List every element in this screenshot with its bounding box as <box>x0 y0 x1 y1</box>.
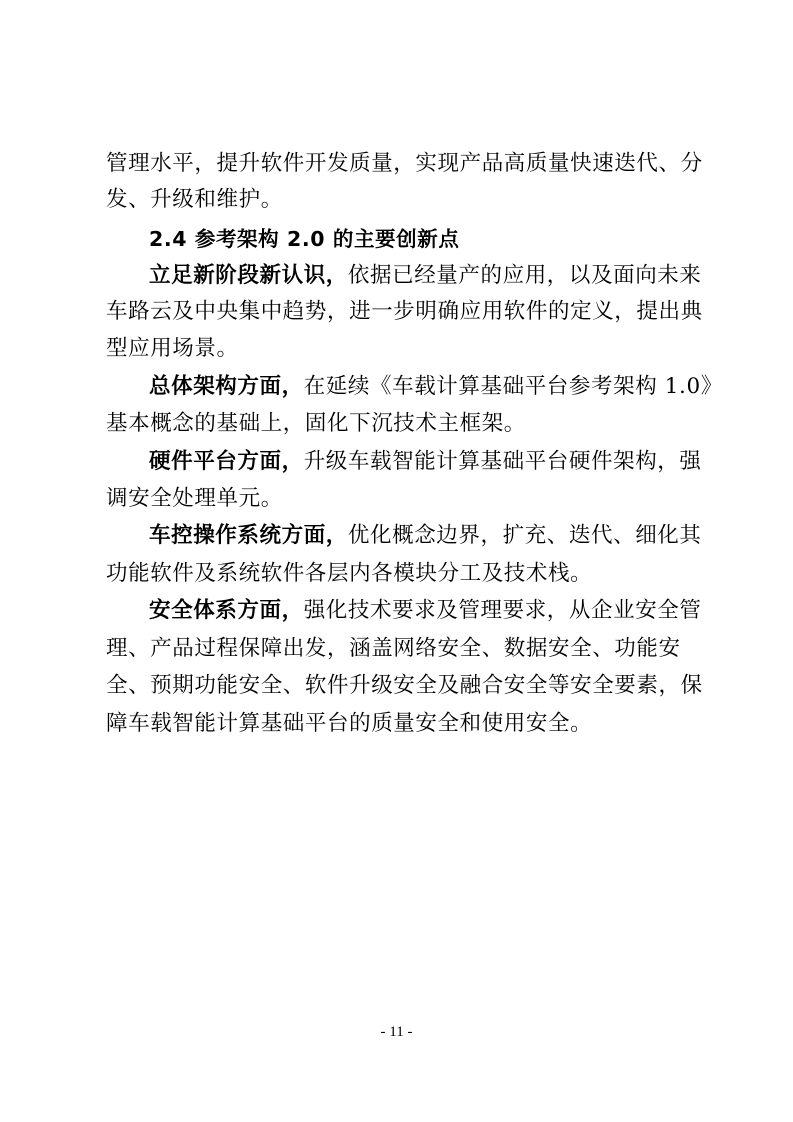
body-text-line: 理、产品过程保障出发，涵盖网络安全、数据安全、功能安 <box>106 636 681 661</box>
body-text-line: 发、升级和维护。 <box>106 187 283 212</box>
paragraph-lead: 立足新阶段新认识， <box>149 263 348 288</box>
body-text-line: 障车载智能计算基础平台的质量安全和使用安全。 <box>106 711 593 736</box>
section-heading: 2.4 参考架构 2.0 的主要创新点 <box>149 227 460 251</box>
paragraph-first-line <box>149 263 702 289</box>
paragraph-lead: 安全体系方面， <box>149 598 304 623</box>
paragraph-first-line <box>149 523 702 549</box>
body-text-line: 管理水平，提升软件开发质量，实现产品高质量快速迭代、分 <box>106 151 703 176</box>
paragraph-lead: 车控操作系统方面， <box>149 523 348 548</box>
paragraph-text: 升级车载智能计算基础平台硬件架构，强 <box>303 449 702 474</box>
paragraph-first-line <box>149 374 723 400</box>
body-text-line: 型应用场景。 <box>106 336 239 361</box>
page-number: - 11 - <box>380 1024 413 1040</box>
paragraph-first-line <box>149 598 702 624</box>
paragraph-text: 优化概念边界，扩充、迭代、细化其 <box>347 523 702 548</box>
paragraph-text: 依据已经量产的应用，以及面向未来 <box>347 263 702 288</box>
paragraph-lead: 总体架构方面， <box>149 374 304 399</box>
paragraph-text: 在延续《车载计算基础平台参考架构 1.0》 <box>303 374 723 399</box>
body-text-line: 调安全处理单元。 <box>106 486 283 511</box>
body-text-line: 基本概念的基础上，固化下沉技术主框架。 <box>106 411 526 436</box>
paragraph-first-line <box>149 449 702 475</box>
body-text-line: 功能软件及系统软件各层内各模块分工及技术栈。 <box>106 561 593 586</box>
paragraph-lead: 硬件平台方面， <box>149 449 304 474</box>
paragraph-text: 强化技术要求及管理要求，从企业安全管 <box>303 598 702 623</box>
body-text-line: 全、预期功能安全、软件升级安全及融合安全等安全要素，保 <box>106 673 703 698</box>
body-text-line: 车路云及中央集中趋势，进一步明确应用软件的定义，提出典 <box>106 299 703 324</box>
